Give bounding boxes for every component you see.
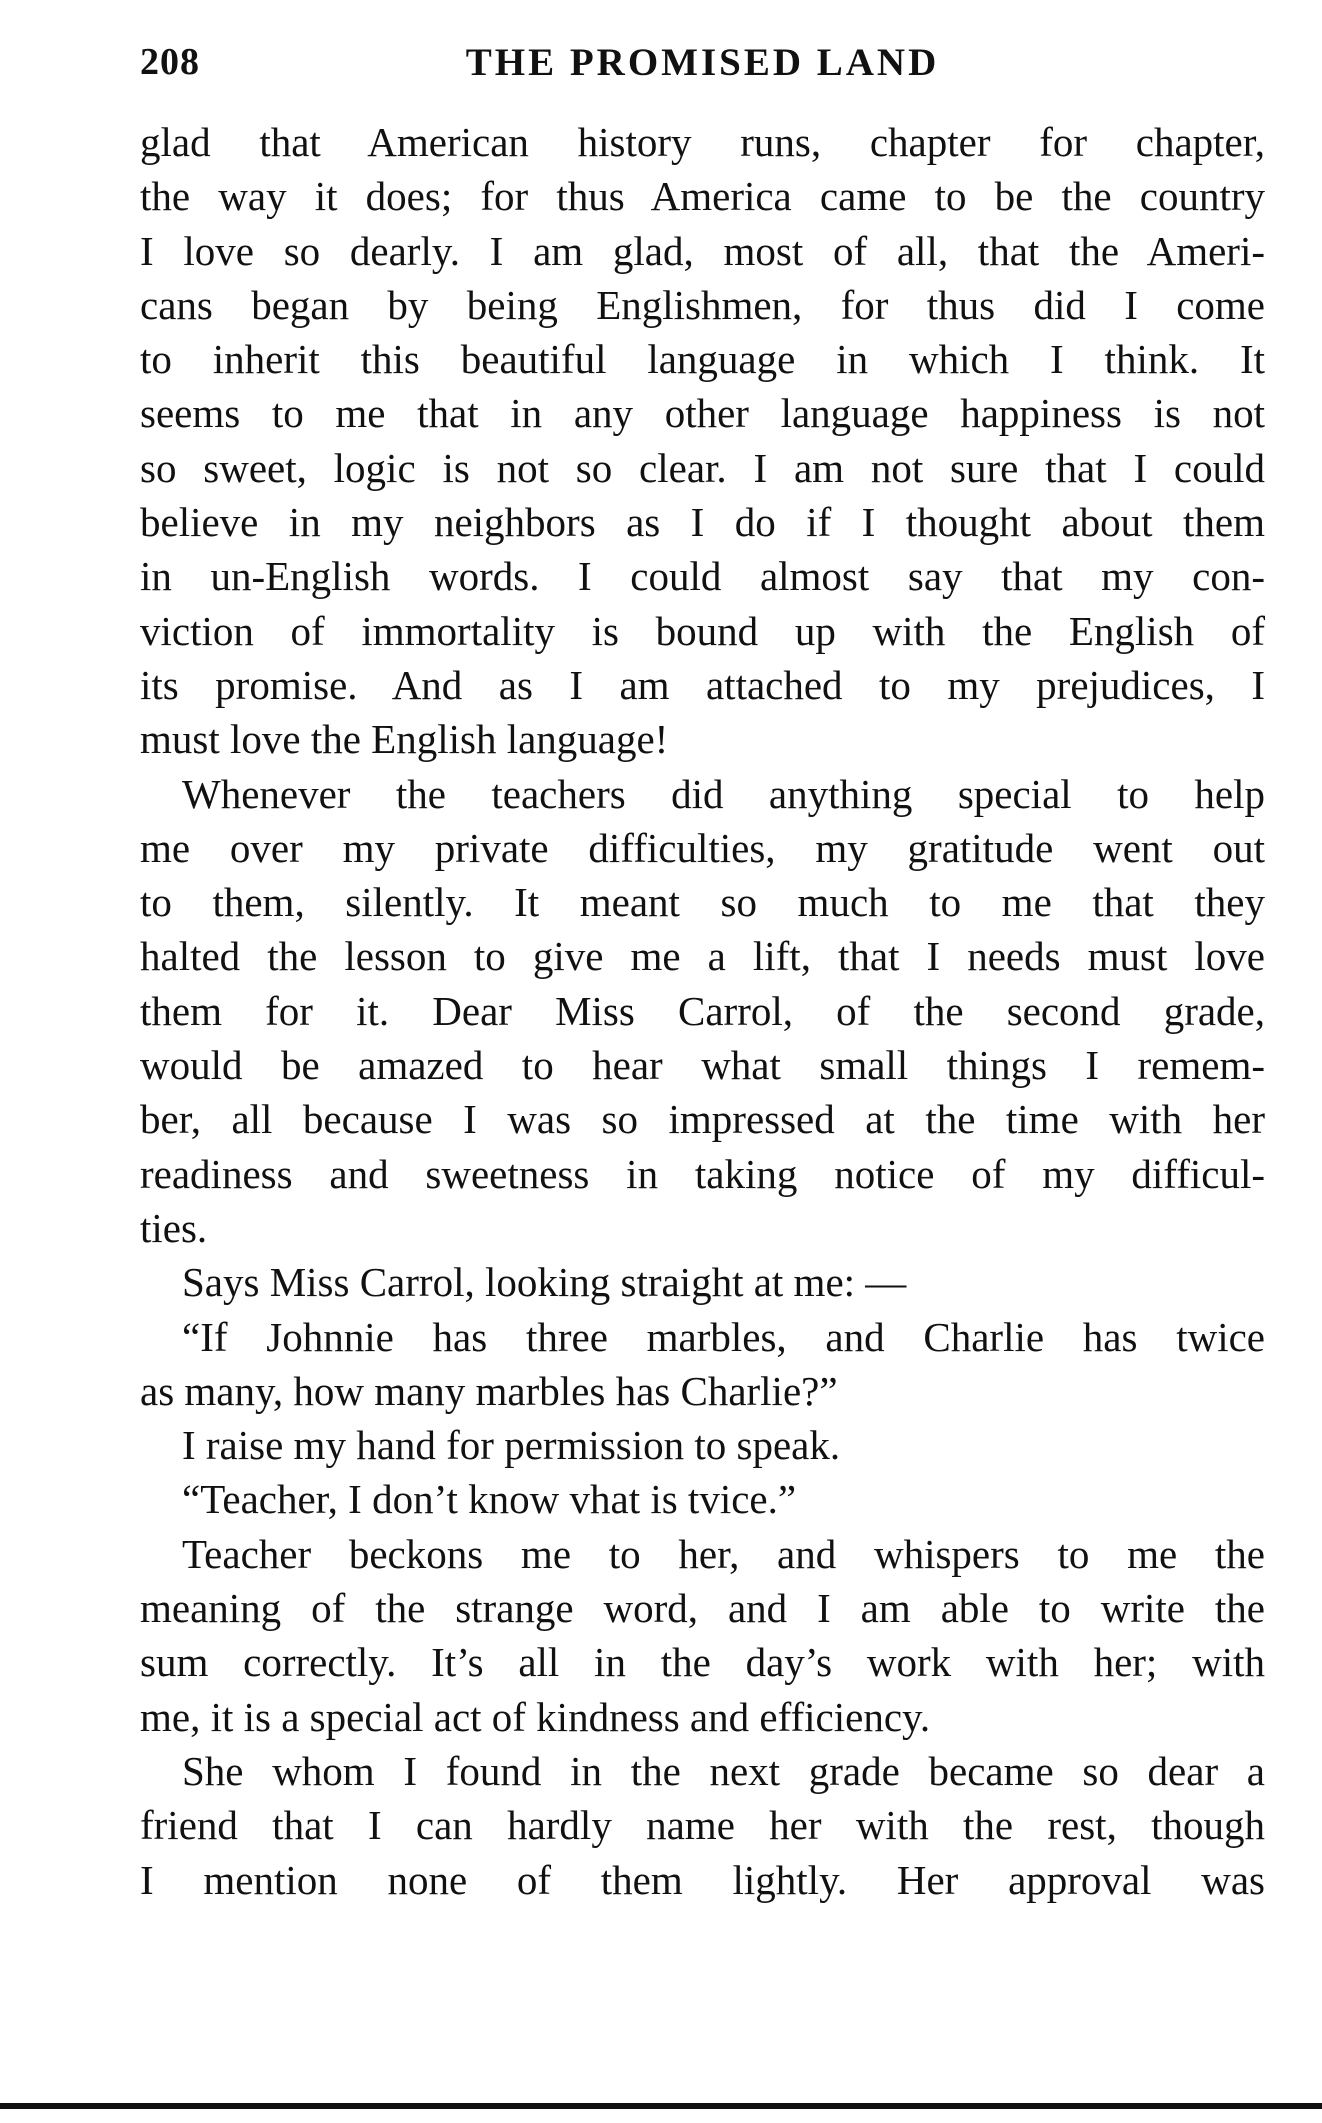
- text-line: believe in my neighbors as I do if I thought about them: [140, 499, 1265, 546]
- text-line: “If Johnnie has three marbles, and Charlie has twice: [182, 1313, 1265, 1360]
- text-line: Says Miss Carrol, looking straight at me: —: [182, 1259, 907, 1306]
- text-line: would be amazed to hear what small things I remem-: [140, 1042, 1265, 1089]
- text-line: must love the English language!: [140, 716, 669, 763]
- text-line: Teacher beckons me to her, and whispers to me the: [182, 1530, 1265, 1577]
- text-line: I mention none of them lightly. Her approval was: [140, 1856, 1265, 1903]
- text-line: to them, silently. It meant so much to me that they: [140, 879, 1265, 926]
- text-line: friend that I can hardly name her with the rest, though: [140, 1802, 1265, 1849]
- page-number: 208: [140, 41, 200, 83]
- text-line: sum correctly. It’s all in the day’s work with her; with: [140, 1639, 1265, 1686]
- text-line: glad that American history runs, chapter for chapter,: [140, 119, 1265, 165]
- page-header: [140, 40, 1265, 100]
- text-line: cans began by being Englishmen, for thus did I come: [140, 281, 1265, 328]
- running-head: THE PROMISED LAND: [465, 41, 940, 84]
- text-line: ties.: [140, 1204, 208, 1251]
- text-line: the way it does; for thus America came to be the country: [140, 173, 1265, 220]
- text-line: I love so dearly. I am glad, most of all, that the Ameri-: [140, 227, 1265, 274]
- text-line: She whom I found in the next grade became so dear a: [182, 1747, 1265, 1794]
- text-line: ber, all because I was so impressed at the time with her: [140, 1096, 1265, 1143]
- text-line: me, it is a special act of kindness and efficiency.: [140, 1693, 931, 1740]
- text-line: meaning of the strange word, and I am able to write the: [140, 1585, 1265, 1632]
- text-line: as many, how many marbles has Charlie?”: [140, 1367, 838, 1414]
- text-line: so sweet, logic is not so clear. I am not sure that I could: [140, 444, 1265, 491]
- text-line: them for it. Dear Miss Carrol, of the second grade,: [140, 987, 1265, 1034]
- text-line: me over my private difficulties, my gratitude went out: [140, 824, 1265, 871]
- text-line: readiness and sweetness in taking notice of my difficul-: [140, 1150, 1265, 1197]
- text-line: to inherit this beautiful language in which I think. It: [140, 336, 1265, 383]
- text-line: its promise. And as I am attached to my prejudices, I: [140, 661, 1265, 708]
- body-text: [140, 115, 1265, 1907]
- bottom-rule: [0, 2103, 1322, 2109]
- text-line: “Teacher, I don’t know vhat is tvice.”: [182, 1476, 797, 1523]
- text-line: in un-English words. I could almost say that my con-: [140, 553, 1265, 600]
- text-line: I raise my hand for permission to speak.: [182, 1422, 841, 1469]
- text-line: halted the lesson to give me a lift, that I needs must love: [140, 933, 1265, 980]
- text-line: viction of immortality is bound up with the English of: [140, 607, 1265, 654]
- text-line: Whenever the teachers did anything special to help: [182, 770, 1265, 817]
- text-line: seems to me that in any other language happiness is not: [140, 390, 1265, 437]
